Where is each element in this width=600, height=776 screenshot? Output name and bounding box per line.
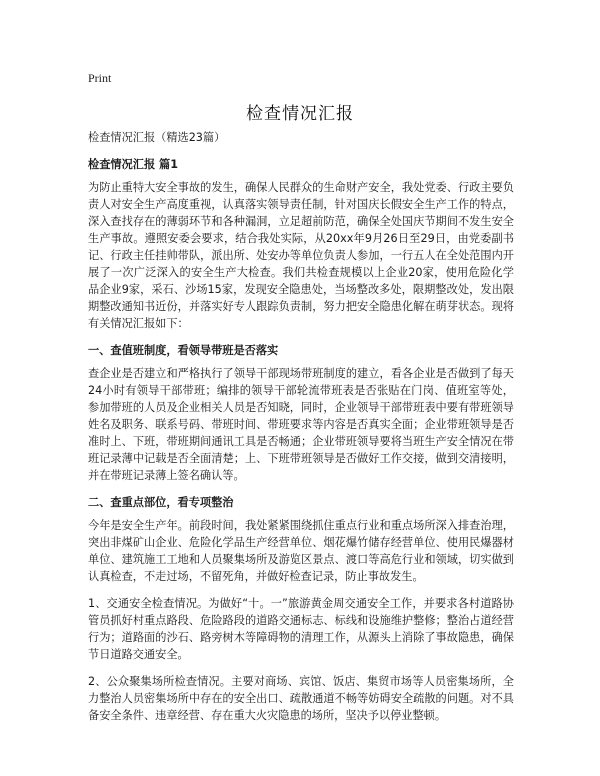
section-2-heading: 二、查重点部位，看专项整治 <box>88 496 234 509</box>
item-1-paragraph: 1、交通安全检查情况。为做好“十。一”旅游黄金周交通安全工作，并要求各村道路协管员抓好村重点路段、危险路段的道路交通标志、标线和设施维护整修；整治占道经营行为；道路面的沙石、路旁树木等障碍物的清理工作，从源头上消除了事故隐患，确保节日道路交通安全。 <box>88 597 514 661</box>
item-2-paragraph: 2、公众聚集场所检查情况。主要对商场、宾馆、饭店、集贸市场等人员密集场所，全力整治人员密集场所中存在的安全出口、疏散通道不畅等妨碍安全疏散的问题。对不具备安全条件、违章经营、存在重大火灾隐患的场所，坚决予以停业整顿。 <box>88 675 514 722</box>
section-1-heading: 一、查值班制度，看领导带班是否落实 <box>88 344 279 357</box>
article-heading: 检查情况汇报 篇1 <box>88 158 178 171</box>
print-label: Print <box>88 71 112 85</box>
section-2-paragraph: 今年是安全生产年。前段时间，我处紧紧围绕抓住重点行业和重点场所深入排查治理，突出非煤矿山企业、危险化学品生产经营单位、烟花爆竹储存经营单位、使用民爆器材单位、建筑施工工地和人员聚集场所及游览区景点、渡口等高危行业和领域，切实做到认真检查，不走过场，不留死角，并做好检查记录，防止事故发生。 <box>88 519 514 583</box>
intro-paragraph: 为防止重特大安全事故的发生，确保人民群众的生命财产安全，我处党委、行政主要负责人对安全生产高度重视，认真落实领导责任制，针对国庆长假安全生产工作的特点，深入查找存在的薄弱环节和各种漏洞，立足超前防范，确保全处国庆节期间不发生安全生产事故。遵照安委会要求，结合我处实际，从20xx年9月26日至29日，由党委副书记、行政主任挂帅带队，派出所、处安办等单位负责人参加，一行五人在全处范围内开展了一次广泛深入的安全生产大检查。我们共检查规模以上企业20家，使用危险化学品企业9家，采石、沙场15家，发现安全隐患处，当场整改多处，限期整改处，发出限期整改通知书近份，并落实好专人跟踪负责制，努力把安全隐患化解在萌芽状态。现将有关情况汇报如下： <box>88 181 514 330</box>
section-1-paragraph: 查企业是否建立和严格执行了领导干部现场带班制度的建立，看各企业是否做到了每天24小时有领导干部带班；编排的领导干部轮流带班表是否张贴在门岗、值班室等处，参加带班的人员及企业相关人员是否知晓，同时，企业领导干部带班表中要有带班领导姓名及职务、联系号码、带班时间、带班要求等内容是否真实全面；企业带班领导是否准时上、下班，带班期间通讯工具是否畅通；企业带班领导要将当班生产安全情况在带班记录薄中记载是否全面清楚；上、下班带班领导是否做好工作交接，做到交清接明，并在带班记录薄上签名确认等。 <box>88 367 514 482</box>
document-body <box>88 129 514 734</box>
document-subtitle: 检查情况汇报（精选23篇） <box>88 131 226 144</box>
page-title: 检查情况汇报 <box>246 104 354 124</box>
